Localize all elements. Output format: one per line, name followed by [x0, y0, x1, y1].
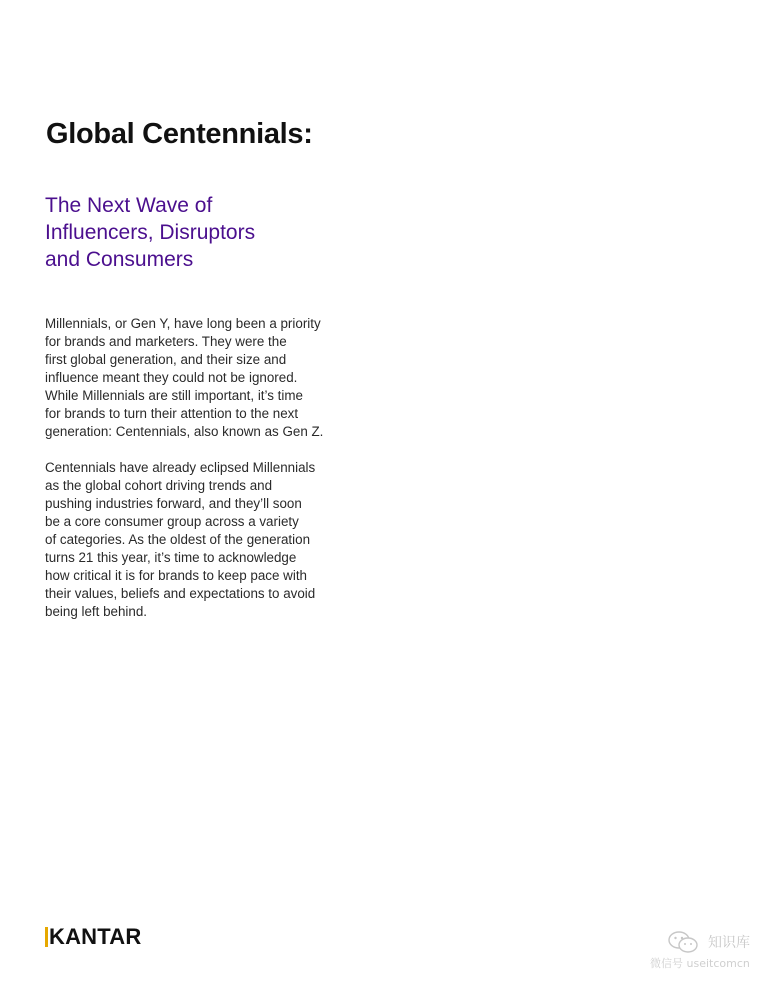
paragraph-line: Millennials, or Gen Y, have long been a priority — [45, 316, 321, 331]
logo-text: KANTAR — [49, 924, 142, 949]
subtitle-line: Influencers, Disruptors — [45, 221, 256, 244]
paragraph-line: generation: Centennials, also known as Gen Z. — [45, 424, 324, 439]
paragraph-line: turns 21 this year, it’s time to acknowledge — [45, 550, 297, 565]
logo-accent-bar — [45, 927, 48, 947]
paragraph-line: as the global cohort driving trends and — [45, 478, 273, 493]
second-paragraph — [45, 459, 365, 621]
subtitle-line: and Consumers — [45, 248, 194, 271]
paragraph-line: being left behind. — [45, 604, 147, 619]
paragraph-line: for brands and marketers. They were the — [45, 334, 287, 349]
kantar-logo — [45, 925, 141, 949]
paragraph-line: pushing industries forward, and they’ll soon — [45, 496, 302, 511]
wechat-watermark — [650, 928, 762, 972]
intro-paragraph — [45, 315, 365, 441]
paragraph-line: first global generation, and their size and — [45, 352, 287, 367]
paragraph-line: be a core consumer group across a variety — [45, 514, 299, 529]
paragraph-line: Centennials have already eclipsed Millennials — [45, 460, 316, 475]
page-title: Global Centennials: — [46, 118, 313, 150]
paragraph-line: how critical it is for brands to keep pace with — [45, 568, 307, 583]
paragraph-line: influence meant they could not be ignored. — [45, 370, 298, 385]
paragraph-line: for brands to turn their attention to the next — [45, 406, 299, 421]
subtitle — [45, 192, 255, 273]
paragraph-line: of categories. As the oldest of the generation — [45, 532, 311, 547]
watermark-subtitle: 微信号 useitcomcn — [650, 957, 750, 970]
paragraph-line: their values, beliefs and expectations to avoid — [45, 586, 316, 601]
watermark-title: 知识库 — [708, 935, 750, 951]
paragraph-line: While Millennials are still important, it’s time — [45, 388, 303, 403]
wechat-icon — [667, 930, 699, 954]
subtitle-line: The Next Wave of — [45, 194, 213, 217]
